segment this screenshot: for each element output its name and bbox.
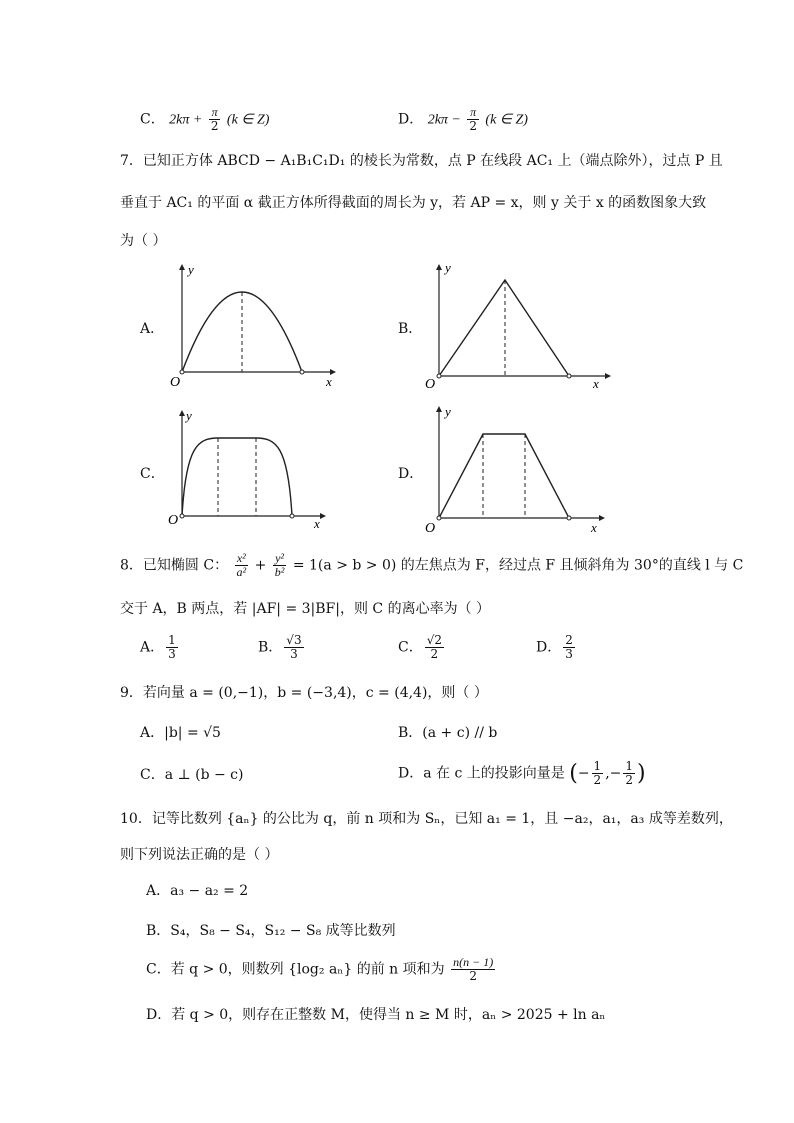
q7-option-b-label: B．	[398, 321, 423, 337]
q7-option-d-label: D．	[398, 466, 424, 482]
q7-graph-b-origin: O	[425, 377, 436, 392]
q8-frac-y: $\frac{\text{y²}}{\text{b²}}$	[274, 551, 285, 579]
q6-option-c-fraction: $\frac{\pi}{2}$	[210, 105, 219, 133]
q7-graph-d-origin: O	[425, 521, 436, 536]
q6-option-c-tail: (k ∈ Z)	[226, 112, 270, 128]
q8-plus: +	[254, 557, 267, 574]
q10-stem-line1: 10．记等比数列 {aₙ} 的公比为 q，前 n 项和为 Sₙ，已知 a₁ = 1，且 −a₂，a₁，a₃ 成等差数列，	[120, 811, 733, 827]
q6-option-d-fraction: $\frac{\pi}{2}$	[469, 105, 477, 133]
q8-option-b: B． $\frac{√3}{3}$	[258, 633, 302, 661]
q8-stem-line1	[120, 552, 743, 579]
q7-graph-b	[425, 262, 615, 392]
q10-option-d: D．若 q > 0，则存在正整数 M，使得当 n ≥ M 时，aₙ > 2025 + ln aₙ	[146, 1007, 606, 1023]
q7-graph-a-y-label: y	[188, 262, 194, 277]
q6-option-c	[140, 106, 269, 133]
q7-graph-c-y-label: y	[186, 408, 192, 423]
q8-stem-prefix: 8．已知椭圆 C：	[120, 557, 229, 574]
q7-graph-d-y-label: y	[445, 404, 451, 419]
q6-option-d-label: D．	[398, 111, 424, 128]
q7-graph-a	[168, 262, 338, 392]
q7-graph-d	[425, 404, 615, 534]
q10-option-c: C．若 q > 0，则数列 {log₂ aₙ} 的前 n 项和为 $\frac{n(n - 1)}{2}$	[146, 955, 494, 983]
q10-option-b: B．S₄，S₈ − S₄，S₁₂ − S₈ 成等比数列	[146, 923, 396, 939]
q7-graph-a-x-label: x	[326, 374, 332, 389]
q7-stem-line2: 垂直于 AC₁ 的平面 α 截正方体所得截面的周长为 y，若 AP = x，则 y 关于 x 的函数图象大致	[120, 195, 707, 211]
q7-graph-c	[168, 406, 338, 536]
q7-graph-d-x-label: x	[591, 520, 597, 535]
q10-option-a: A．a₃ − a₂ = 2	[146, 883, 249, 899]
q6-option-c-label: C．	[140, 111, 165, 128]
q8-option-a: A． $\frac{1}{3}$	[140, 633, 176, 661]
q9-option-c: C．a ⊥ (b − c)	[140, 767, 244, 783]
q7-option-a-label: A．	[140, 321, 165, 337]
q9-stem: 9．若向量 a = (0,−1)，b = (−3,4)，c = (4,4)，则（ ）	[120, 685, 488, 701]
q8-stem-line2: 交于 A，B 两点，若 |AF| = 3|BF|，则 C 的离心率为（ ）	[120, 601, 491, 617]
q7-stem-line3: 为（ ）	[120, 233, 167, 249]
q7-graph-c-origin: O	[168, 513, 179, 528]
q8-frac-x: $\frac{\text{x²}}{\text{a²}}$	[236, 551, 247, 579]
q6-option-d-text: 2kπ −	[427, 112, 461, 128]
q6-option-d-tail: (k ∈ Z)	[485, 112, 528, 128]
q6-option-d	[398, 106, 528, 133]
q7-stem-line1: 7．已知正方体 ABCD − A₁B₁C₁D₁ 的棱长为常数，点 P 在线段 AC₁ 上（端点除外），过点 P 且	[120, 153, 723, 169]
q6-option-c-text: 2kπ +	[169, 112, 203, 128]
q8-option-c: C． $\frac{√2}{2}$	[398, 633, 442, 661]
q10-stem-line2: 则下列说法正确的是（ ）	[120, 847, 279, 863]
q7-graph-b-y-label: y	[445, 260, 451, 275]
q9-option-a: A．|b| = √5	[140, 725, 221, 741]
q9-option-d: D．a 在 c 上的投影向量是 (− $\frac{1}{2}$ ,− $\frac{1}{2}$ )	[398, 759, 646, 787]
q7-graph-c-x-label: x	[314, 516, 320, 531]
q8-option-d: D． $\frac{2}{3}$	[536, 633, 573, 661]
q9-option-b: B．(a + c) // b	[398, 725, 498, 741]
q8-stem-equation: = 1(a > b > 0) 的左焦点为 F，经过点 F 且倾斜角为 30°的直线 l 与 C	[292, 557, 744, 574]
q7-option-c-label: C．	[140, 466, 165, 482]
q7-graph-b-x-label: x	[593, 376, 599, 391]
q7-graph-a-origin: O	[170, 375, 181, 390]
